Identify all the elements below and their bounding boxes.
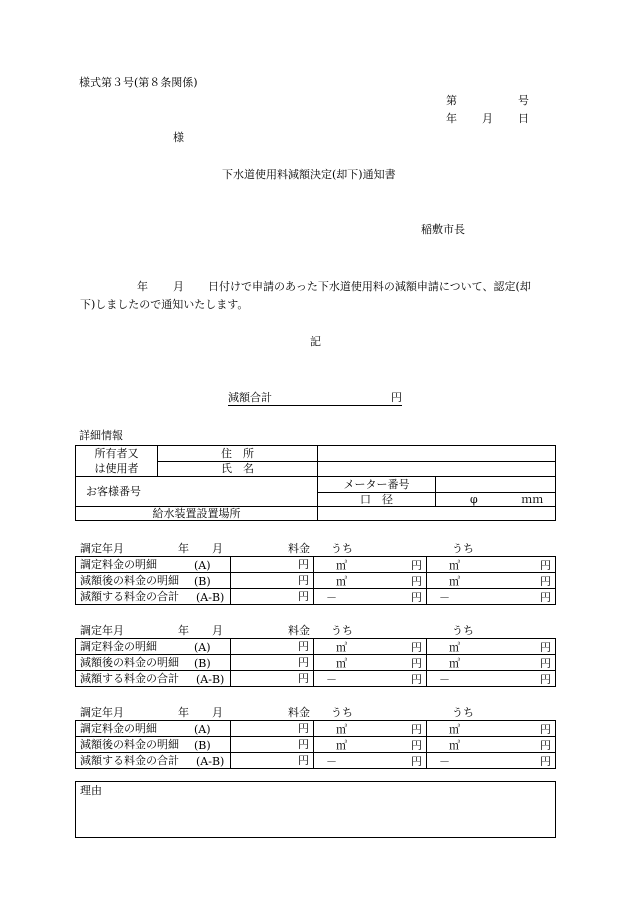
fee-cell[interactable]	[231, 639, 314, 655]
billing-fee-label: 料金	[288, 624, 310, 637]
yen-unit: 円	[411, 739, 422, 752]
doc-number-go: 号	[518, 94, 529, 107]
mm-unit: ｍｍ	[521, 493, 544, 506]
billing-uchi-1: うち	[331, 706, 353, 719]
addressee-sama: 様	[173, 131, 184, 144]
yen-unit: 円	[540, 673, 551, 686]
billing-row-label	[76, 573, 231, 589]
cubic-meter-unit: ㎥	[336, 723, 347, 736]
breakdown-cell[interactable]	[427, 671, 556, 687]
details-table	[75, 445, 556, 521]
row-code: (B)	[194, 657, 211, 670]
doc-number-dai: 第	[446, 94, 457, 107]
breakdown-cell[interactable]	[314, 655, 427, 671]
fee-cell[interactable]	[231, 737, 314, 753]
breakdown-cell[interactable]	[314, 589, 427, 605]
billing-row-label	[76, 655, 231, 671]
cubic-meter-unit: ㎥	[336, 641, 347, 654]
row-label-text: 減額する料金の合計	[80, 754, 179, 767]
address-label: 住 所	[158, 446, 318, 462]
row-code: (A-B)	[196, 755, 225, 768]
date-year: 年	[446, 112, 457, 125]
phi-symbol: φ	[470, 493, 478, 506]
billing-row-label	[76, 557, 231, 573]
reason-box[interactable]	[75, 781, 556, 838]
address-value[interactable]	[318, 446, 556, 462]
breakdown-cell[interactable]	[427, 655, 556, 671]
row-code: (A)	[194, 641, 211, 654]
yen-unit: 円	[411, 723, 422, 736]
cubic-meter-unit: ㎥	[449, 641, 460, 654]
billing-month-label: 調定年月	[80, 624, 124, 637]
fee-cell[interactable]	[231, 753, 314, 769]
breakdown-cell[interactable]	[427, 753, 556, 769]
dash-mark: －	[326, 591, 337, 604]
row-label-text: 減額後の料金の明細	[80, 656, 179, 669]
table-row	[76, 639, 556, 655]
row-code: (A-B)	[196, 591, 225, 604]
owner-label	[76, 446, 158, 477]
body-line-1: 日付けで申請のあった下水道使用料の減額申請について、認定(却	[208, 280, 531, 293]
row-code: (A)	[194, 723, 211, 736]
breakdown-cell[interactable]	[427, 557, 556, 573]
yen-unit: 円	[540, 755, 551, 768]
yen-unit: 円	[298, 590, 309, 603]
meter-number-label: メーター番号	[318, 477, 436, 493]
breakdown-cell[interactable]	[427, 721, 556, 737]
breakdown-cell[interactable]	[314, 737, 427, 753]
yen-unit: 円	[540, 559, 551, 572]
body-line-2: 下)しましたので通知いたします。	[80, 298, 249, 311]
dash-mark: －	[439, 755, 450, 768]
details-heading: 詳細情報	[79, 429, 123, 442]
table-row	[76, 737, 556, 753]
billing-fee-label: 料金	[288, 542, 310, 555]
breakdown-cell[interactable]	[314, 753, 427, 769]
dash-mark: －	[326, 755, 337, 768]
yen-unit: 円	[540, 657, 551, 670]
billing-table	[75, 638, 556, 687]
billing-month-label: 調定年月	[80, 706, 124, 719]
fee-cell[interactable]	[231, 589, 314, 605]
yen-unit: 円	[540, 591, 551, 604]
issuer: 稲敷市長	[421, 223, 465, 236]
table-row	[76, 721, 556, 737]
location-value[interactable]	[318, 507, 556, 521]
yen-unit: 円	[298, 672, 309, 685]
fee-cell[interactable]	[231, 557, 314, 573]
row-code: (B)	[194, 739, 211, 752]
billing-uchi-1: うち	[331, 624, 353, 637]
billing-row-label	[76, 737, 231, 753]
fee-cell[interactable]	[231, 573, 314, 589]
billing-table	[75, 720, 556, 769]
yen-unit: 円	[540, 739, 551, 752]
fee-cell[interactable]	[231, 655, 314, 671]
yen-unit: 円	[298, 738, 309, 751]
ki-mark: 記	[310, 335, 321, 348]
yen-unit: 円	[540, 641, 551, 654]
row-label-text: 調定料金の明細	[80, 640, 157, 653]
billing-month: 月	[212, 624, 223, 637]
yen-unit: 円	[298, 558, 309, 571]
table-row	[76, 589, 556, 605]
billing-uchi-1: うち	[331, 542, 353, 555]
cubic-meter-unit: ㎥	[449, 575, 460, 588]
breakdown-cell[interactable]	[314, 573, 427, 589]
body-year: 年	[137, 280, 148, 293]
dash-mark: －	[439, 591, 450, 604]
cubic-meter-unit: ㎥	[449, 739, 460, 752]
date-month: 月	[482, 112, 493, 125]
breakdown-cell[interactable]	[427, 589, 556, 605]
owner-label-line-2: は使用者	[94, 462, 139, 475]
cubic-meter-unit: ㎥	[336, 575, 347, 588]
body-month: 月	[173, 280, 184, 293]
yen-unit: 円	[411, 641, 422, 654]
dash-mark: －	[439, 673, 450, 686]
diameter-label: 口 径	[318, 493, 436, 507]
total-yen: 円	[391, 391, 402, 404]
fee-cell[interactable]	[231, 721, 314, 737]
row-code: (B)	[194, 575, 211, 588]
billing-month-label: 調定年月	[80, 542, 124, 555]
billing-row-label	[76, 671, 231, 687]
billing-row-label	[76, 589, 231, 605]
yen-unit: 円	[298, 640, 309, 653]
owner-label-line-1: 所有者又	[94, 447, 139, 460]
cubic-meter-unit: ㎥	[336, 559, 347, 572]
breakdown-cell[interactable]	[427, 639, 556, 655]
billing-row-label	[76, 721, 231, 737]
yen-unit: 円	[298, 722, 309, 735]
table-row	[76, 557, 556, 573]
row-code: (A)	[194, 559, 211, 572]
cubic-meter-unit: ㎥	[449, 559, 460, 572]
yen-unit: 円	[540, 575, 551, 588]
yen-unit: 円	[298, 656, 309, 669]
billing-uchi-2: うち	[452, 706, 474, 719]
yen-unit: 円	[540, 723, 551, 736]
yen-unit: 円	[298, 574, 309, 587]
billing-year: 年	[178, 542, 189, 555]
breakdown-cell[interactable]	[314, 639, 427, 655]
row-label-text: 調定料金の明細	[80, 558, 157, 571]
yen-unit: 円	[411, 755, 422, 768]
yen-unit: 円	[411, 673, 422, 686]
billing-year: 年	[178, 624, 189, 637]
row-label-text: 減額後の料金の明細	[80, 738, 179, 751]
diameter-value[interactable]	[436, 493, 556, 507]
cubic-meter-unit: ㎥	[449, 723, 460, 736]
billing-year: 年	[178, 706, 189, 719]
row-label-text: 減額後の料金の明細	[80, 574, 179, 587]
row-label-text: 減額する料金の合計	[80, 590, 179, 603]
yen-unit: 円	[411, 591, 422, 604]
fee-cell[interactable]	[231, 671, 314, 687]
yen-unit: 円	[411, 657, 422, 670]
row-label-text: 減額する料金の合計	[80, 672, 179, 685]
document-title: 下水道使用料減額決定(却下)通知書	[222, 168, 396, 181]
yen-unit: 円	[411, 575, 422, 588]
table-row	[76, 753, 556, 769]
yen-unit: 円	[298, 754, 309, 767]
breakdown-cell[interactable]	[427, 573, 556, 589]
customer-number-label: お客様番号	[76, 477, 318, 507]
yen-unit: 円	[411, 559, 422, 572]
billing-month: 月	[212, 706, 223, 719]
cubic-meter-unit: ㎥	[449, 657, 460, 670]
table-row	[76, 573, 556, 589]
name-label: 氏 名	[158, 461, 318, 477]
table-row	[76, 671, 556, 687]
billing-fee-label: 料金	[288, 706, 310, 719]
location-label: 給水装置設置場所	[76, 507, 318, 521]
breakdown-cell[interactable]	[427, 737, 556, 753]
meter-number-value[interactable]	[436, 477, 556, 493]
name-value[interactable]	[318, 461, 556, 477]
breakdown-cell[interactable]	[314, 557, 427, 573]
total-label: 減額合計	[228, 391, 272, 404]
billing-row-label	[76, 639, 231, 655]
breakdown-cell[interactable]	[314, 671, 427, 687]
billing-table	[75, 556, 556, 605]
billing-row-label	[76, 753, 231, 769]
dash-mark: －	[326, 673, 337, 686]
breakdown-cell[interactable]	[314, 721, 427, 737]
reason-label: 理由	[80, 784, 102, 797]
row-label-text: 調定料金の明細	[80, 722, 157, 735]
form-number: 様式第３号(第８条関係)	[79, 76, 198, 89]
billing-uchi-2: うち	[452, 542, 474, 555]
date-day: 日	[518, 112, 529, 125]
table-row	[76, 655, 556, 671]
billing-uchi-2: うち	[452, 624, 474, 637]
cubic-meter-unit: ㎥	[336, 657, 347, 670]
billing-month: 月	[212, 542, 223, 555]
row-code: (A-B)	[196, 673, 225, 686]
cubic-meter-unit: ㎥	[336, 739, 347, 752]
